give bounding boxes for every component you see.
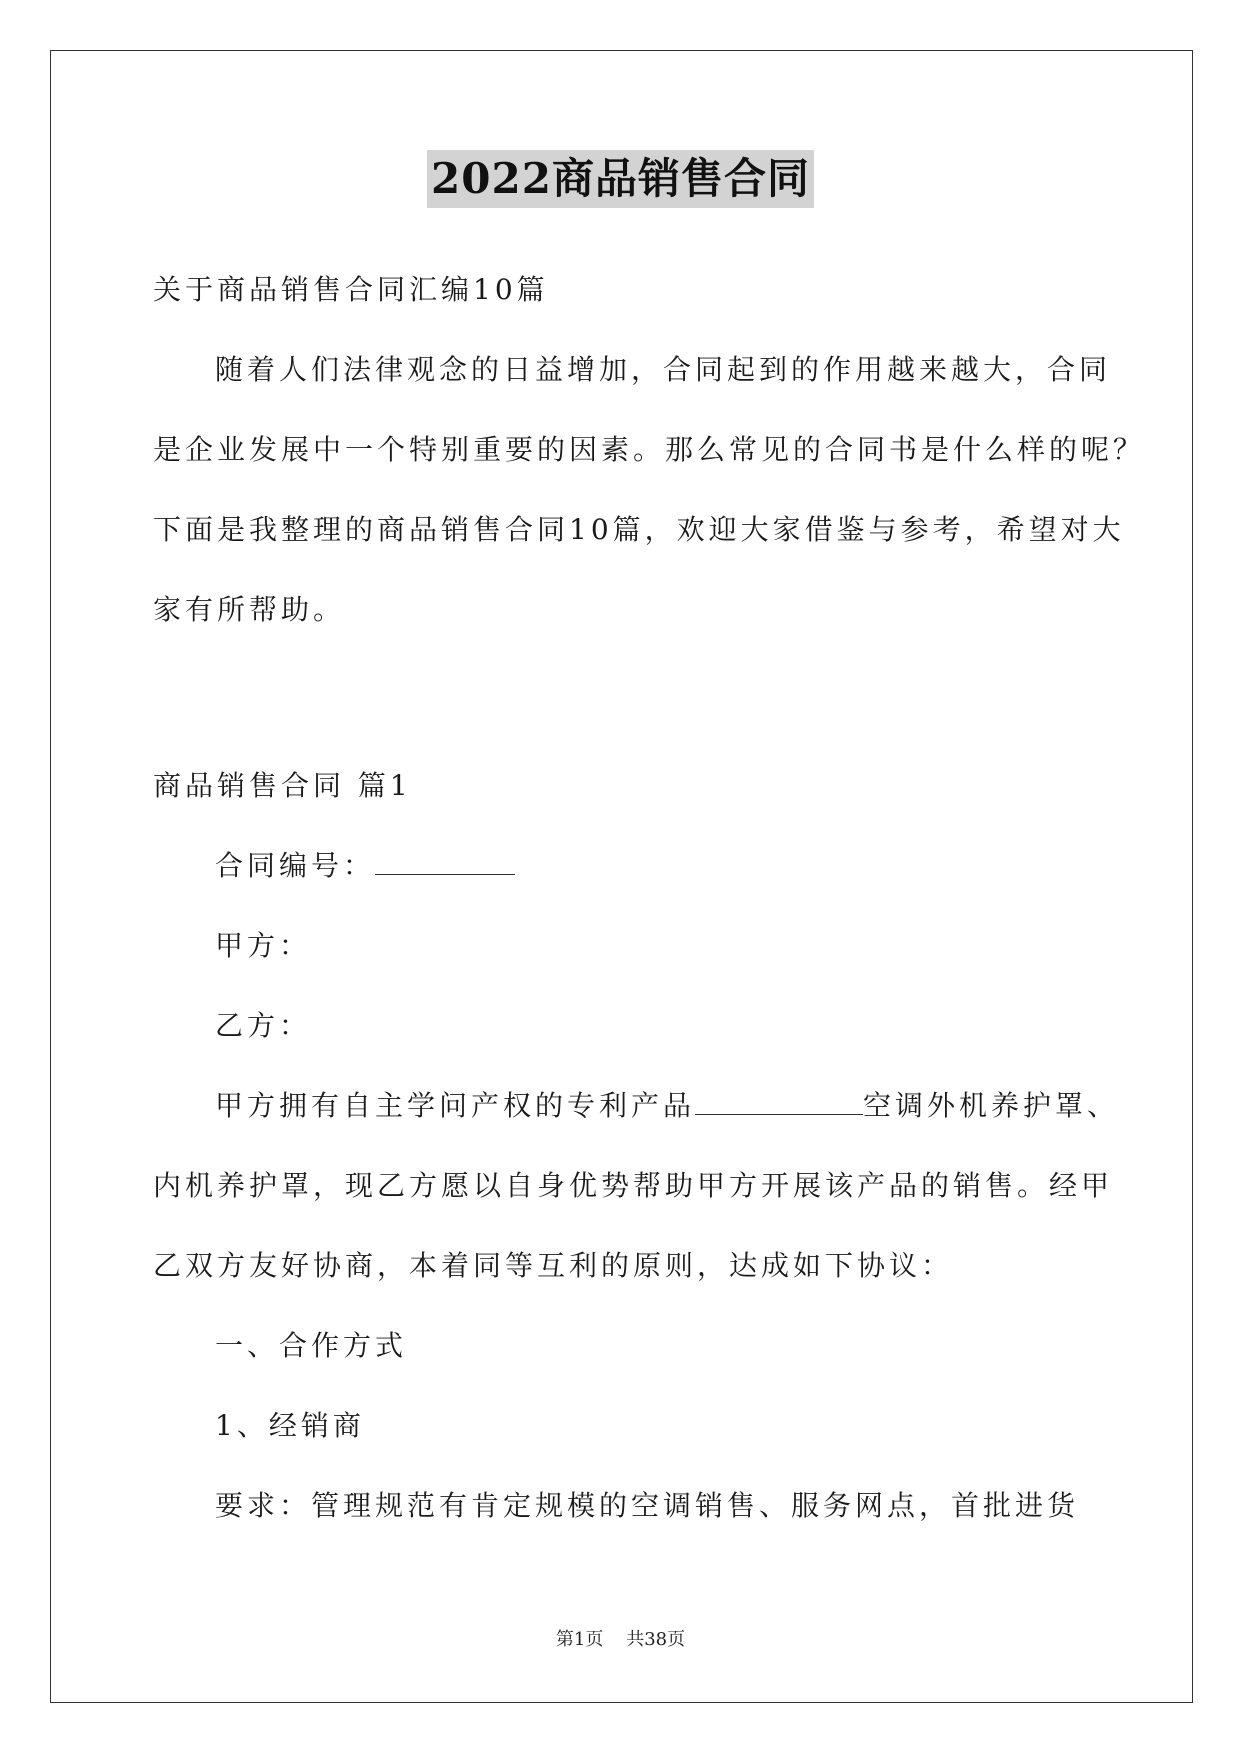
title-container [0, 150, 1241, 208]
clause-heading: 一、合作方式 [215, 1329, 408, 1362]
clause-subheading: 1、经销商 [215, 1409, 365, 1442]
contract-number-line [215, 848, 515, 884]
party-b-label: 乙方： [215, 1009, 312, 1042]
paragraph-line: 乙双方友好协商，本着同等互利的原则，达成如下协议： [153, 1249, 954, 1282]
paragraph-line [215, 1088, 1119, 1124]
paragraph-fragment: 甲方拥有自主学问产权的专利产品 [215, 1089, 696, 1122]
paragraph-fragment: 空调外机养护罩、 [863, 1089, 1120, 1122]
paragraph-line: 家有所帮助。 [153, 593, 346, 626]
paragraph-line: 随着人们法律观念的日益增加，合同起到的作用越来越大，合同 [215, 353, 1112, 386]
paragraph-line: 下面是我整理的商品销售合同10篇，欢迎大家借鉴与参考，希望对大 [153, 513, 1125, 546]
contract-number-label: 合同编号： [215, 849, 376, 882]
paragraph-line: 要求：管理规范有肯定规模的空调销售、服务网点，首批进货 [215, 1489, 1080, 1522]
document-title: 2022商品销售合同 [427, 150, 814, 208]
subtitle-line: 关于商品销售合同汇编10篇 [153, 273, 549, 306]
page-footer: 第1页 共38页 [555, 1629, 686, 1650]
section-heading: 商品销售合同 篇1 [153, 769, 412, 802]
product-name-blank [695, 1088, 863, 1115]
paragraph-line: 是企业发展中一个特别重要的因素。那么常见的合同书是什么样的呢？ [153, 433, 1146, 466]
paragraph-line: 内机养护罩，现乙方愿以自身优势帮助甲方开展该产品的销售。经甲 [153, 1169, 1114, 1202]
contract-number-blank [375, 848, 515, 875]
party-a-label: 甲方： [215, 929, 312, 962]
